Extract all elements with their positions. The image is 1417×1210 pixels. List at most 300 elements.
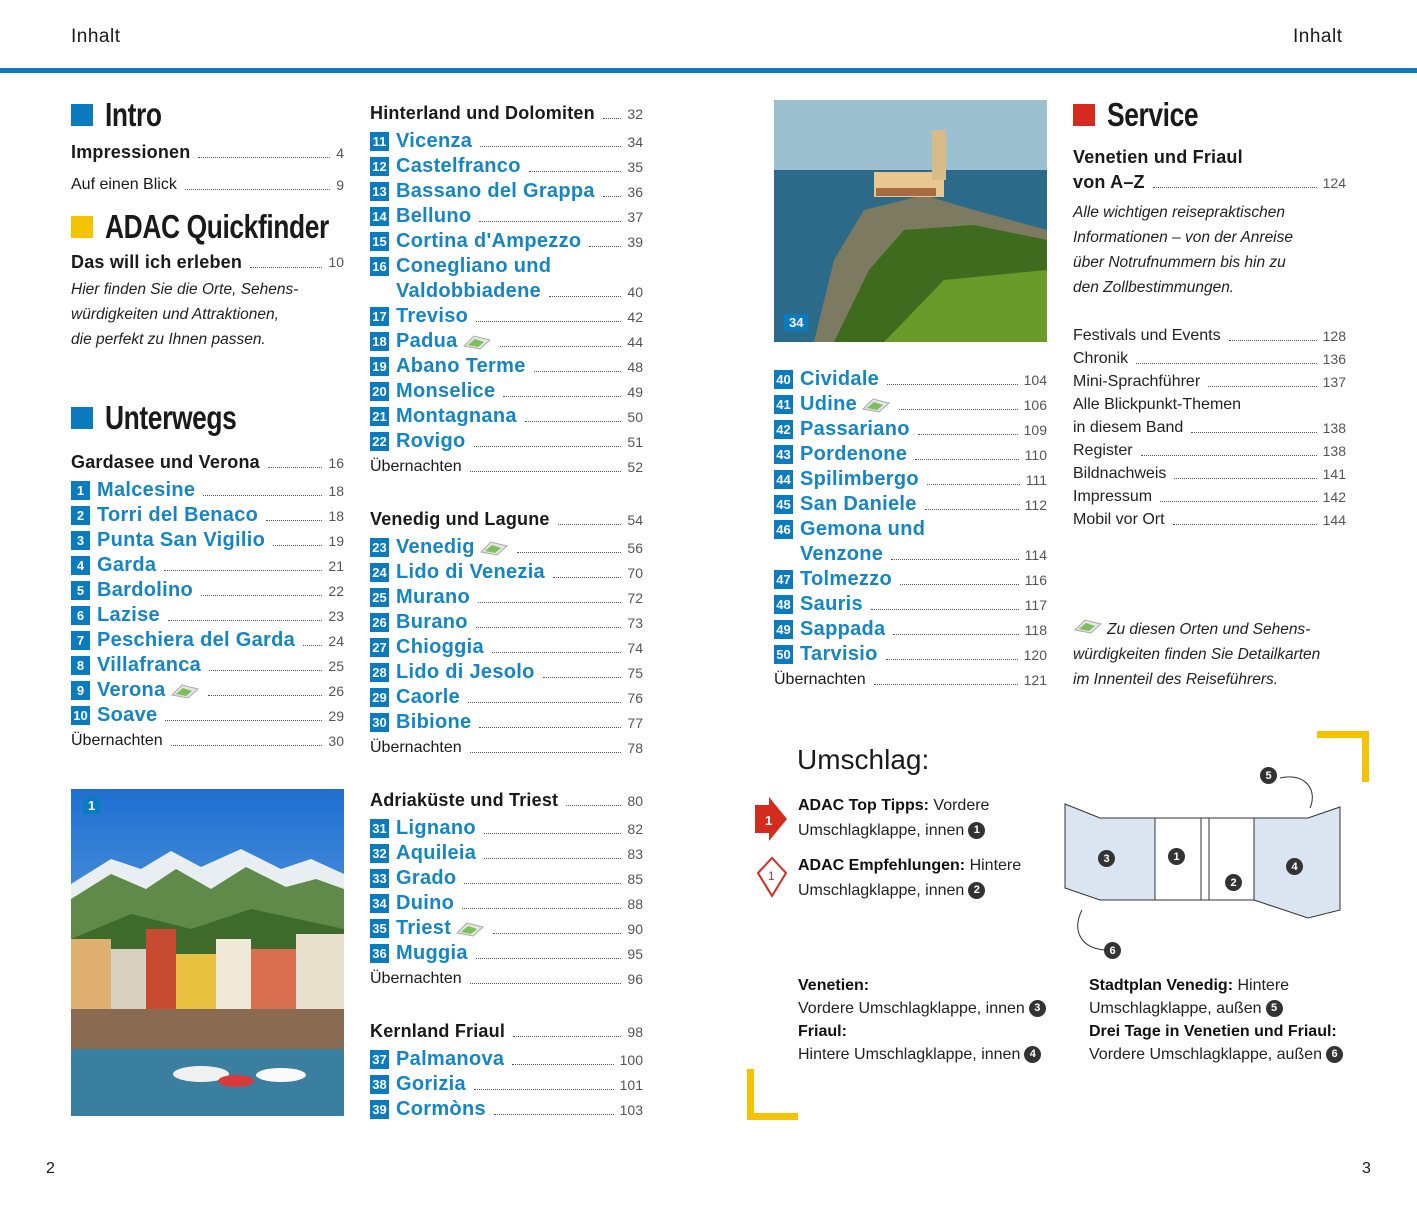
dot-leader <box>208 695 323 696</box>
toc-block <box>370 1016 643 1122</box>
page-number-left: 2 <box>46 1160 55 1177</box>
entry-number-badge: 38 <box>370 1075 389 1094</box>
entry-page: 10 <box>328 254 344 270</box>
dot-leader <box>201 595 322 596</box>
toc-entry[interactable] <box>370 841 643 866</box>
toc-entry[interactable] <box>370 404 643 429</box>
entry-page: 142 <box>1322 488 1346 505</box>
entry-page: 72 <box>627 589 643 606</box>
intro-heading <box>71 95 344 135</box>
cover-extra-text: Stadtplan Venedig: Hintere Umschlagklappe, außen 5 Drei Tage in Venetien und Friaul: Vordere Umschlagklappe, außen 6 <box>1089 974 1343 1066</box>
toc-block <box>1073 324 1346 531</box>
toc-entry[interactable] <box>71 653 344 678</box>
detail-map-icon <box>479 540 509 556</box>
toc-entry[interactable] <box>71 166 344 203</box>
dot-leader <box>513 1036 621 1037</box>
dot-leader <box>1229 340 1317 341</box>
service-entry[interactable] <box>1073 324 1346 347</box>
svg-text:1: 1 <box>765 813 773 828</box>
section-square-icon <box>71 104 93 126</box>
overnight-entry[interactable] <box>71 728 344 753</box>
entry-page: 24 <box>328 632 344 649</box>
entry-page: 144 <box>1322 511 1346 528</box>
toc-entry[interactable] <box>370 941 643 966</box>
toc-entry[interactable] <box>370 129 643 154</box>
toc-entry[interactable] <box>774 417 1047 442</box>
entry-title: Cormòns <box>396 1098 486 1120</box>
section-title: Unterwegs <box>105 399 237 436</box>
toc-entry[interactable] <box>71 678 344 703</box>
entry-title: Triest <box>396 917 452 939</box>
dot-leader <box>484 833 622 834</box>
entry-number-badge: 19 <box>370 357 389 376</box>
entry-page: 52 <box>627 458 643 475</box>
toc-entry[interactable] <box>370 660 643 685</box>
entry-page: 95 <box>627 945 643 962</box>
toc-entry[interactable] <box>370 304 643 329</box>
service-description-line: über Notrufnummern bis hin zu <box>1073 254 1286 271</box>
entry-number-badge: 33 <box>370 869 389 888</box>
top-tipp-arrow-icon <box>753 797 789 841</box>
map-note-line: würdigkeiten finden Sie Detailkarten <box>1073 646 1321 664</box>
entry-title: Aquileia <box>396 842 477 864</box>
toc-entry[interactable] <box>71 139 344 166</box>
entry-number-badge: 4 <box>71 556 90 575</box>
ref-badge: 2 <box>968 882 985 899</box>
dot-leader <box>566 805 621 806</box>
toc-block <box>1073 145 1346 300</box>
service-description-line: den Zollbestimmungen. <box>1073 279 1235 296</box>
entry-title: Soave <box>97 704 158 726</box>
toc-entry[interactable] <box>370 354 643 379</box>
quickfinder-description-line: die perfekt zu Ihnen passen. <box>71 331 266 348</box>
toc-entry[interactable] <box>370 585 643 610</box>
entry-page: 51 <box>627 433 643 450</box>
entry-page: 138 <box>1322 419 1346 436</box>
entry-page: 39 <box>627 233 643 250</box>
entry-title: Übernachten <box>370 457 462 475</box>
entry-title: Pordenone <box>800 443 908 465</box>
entry-title: Abano Terme <box>396 355 526 377</box>
photo-badge: 34 <box>784 314 808 331</box>
dot-leader <box>185 189 330 190</box>
toc-entry-continued[interactable] <box>1073 416 1346 439</box>
dot-leader <box>464 883 621 884</box>
entry-title: Montagnana <box>396 405 517 427</box>
entry-title: Übernachten <box>370 969 462 987</box>
quickfinder-heading <box>71 207 344 247</box>
entry-page: 75 <box>627 664 643 681</box>
toc-entry[interactable] <box>370 254 643 279</box>
toc-block <box>71 95 344 352</box>
dot-leader <box>209 670 322 671</box>
entry-title: Tarvisio <box>800 643 878 665</box>
dot-leader <box>1174 478 1316 479</box>
toc-entry-continued[interactable] <box>774 542 1047 567</box>
toc-block <box>370 98 643 479</box>
diagram-label: 1 <box>1168 848 1185 865</box>
entry-title: Duino <box>396 892 455 914</box>
dot-leader <box>494 1114 614 1115</box>
entry-title: Torri del Benaco <box>97 504 259 526</box>
entry-number-badge: 24 <box>370 563 389 582</box>
toc-entry[interactable] <box>71 703 344 728</box>
region-heading[interactable] <box>370 504 643 535</box>
unterwegs-heading <box>71 398 344 438</box>
entry-page: 78 <box>627 739 643 756</box>
dot-leader <box>918 434 1018 435</box>
entry-page: 40 <box>627 283 643 300</box>
toc-entry[interactable] <box>774 617 1047 642</box>
toc-entry[interactable] <box>370 229 643 254</box>
dot-leader <box>1160 501 1317 502</box>
entry-number-badge: 35 <box>370 919 389 938</box>
toc-entry[interactable] <box>774 567 1047 592</box>
entry-title: Treviso <box>396 305 469 327</box>
toc-entry[interactable] <box>774 367 1047 392</box>
detail-map-icon <box>861 397 891 413</box>
entry-page: 25 <box>328 657 344 674</box>
entry-title: Peschiera del Garda <box>97 629 296 651</box>
dot-leader <box>480 146 621 147</box>
entry-title: Tolmezzo <box>800 568 893 590</box>
toc-entry[interactable] <box>370 379 643 404</box>
entry-number-badge: 10 <box>71 706 90 725</box>
quickfinder-description <box>71 277 344 352</box>
service-heading <box>1073 95 1346 135</box>
entry-number-badge: 50 <box>774 645 793 664</box>
overnight-entry[interactable] <box>370 966 643 991</box>
overnight-entry[interactable] <box>370 735 643 760</box>
entry-title: Udine <box>800 393 858 415</box>
entry-number-badge: 42 <box>774 420 793 439</box>
toc-entry[interactable] <box>370 685 643 710</box>
dot-leader <box>1208 386 1316 387</box>
toc-block <box>71 398 344 438</box>
entry-number-badge: 18 <box>370 332 389 351</box>
entry-page: 73 <box>627 614 643 631</box>
entry-number-badge: 32 <box>370 844 389 863</box>
entry-title: Garda <box>97 554 157 576</box>
dot-leader <box>543 677 622 678</box>
entry-page: 21 <box>328 557 344 574</box>
entry-number-badge: 40 <box>774 370 793 389</box>
dot-leader <box>168 620 322 621</box>
entry-number-badge: 3 <box>71 531 90 550</box>
dot-leader <box>470 983 622 984</box>
entry-page: 9 <box>336 176 344 193</box>
dot-leader <box>525 421 622 422</box>
section-square-icon <box>1073 104 1095 126</box>
entry-title: Bassano del Grappa <box>396 180 595 202</box>
entry-title: Castelfranco <box>396 155 521 177</box>
dot-leader <box>900 584 1019 585</box>
entry-page: 83 <box>627 845 643 862</box>
dot-leader <box>1136 363 1317 364</box>
region-heading[interactable] <box>370 98 643 129</box>
dot-leader <box>492 652 621 653</box>
entry-number-badge: 46 <box>774 520 793 539</box>
diagram-label: 5 <box>1260 767 1277 784</box>
entry-title: Das will ich erleben <box>71 251 243 272</box>
entry-title: Punta San Vigilio <box>97 529 266 551</box>
service-entry[interactable] <box>1073 462 1346 485</box>
toc-entry[interactable] <box>774 517 1047 542</box>
entry-number-badge: 14 <box>370 207 389 226</box>
dot-leader <box>470 471 622 472</box>
entry-title: Lido di Venezia <box>396 561 545 583</box>
entry-title: Bardolino <box>97 579 194 601</box>
overnight-entry[interactable] <box>774 667 1047 692</box>
entry-page: 114 <box>1024 546 1047 563</box>
toc-entry[interactable] <box>370 816 643 841</box>
detail-map-icon <box>1073 617 1103 642</box>
detail-map-icon <box>455 921 485 937</box>
entry-number-badge: 21 <box>370 407 389 426</box>
entry-page: 110 <box>1024 446 1047 463</box>
entry-number-badge: 44 <box>774 470 793 489</box>
toc-entry[interactable] <box>71 578 344 603</box>
entry-number-badge: 45 <box>774 495 793 514</box>
dot-leader <box>250 267 322 268</box>
overnight-entry[interactable] <box>370 454 643 479</box>
dot-leader <box>476 321 621 322</box>
diagram-label: 6 <box>1104 942 1121 959</box>
entry-title: Malcesine <box>97 479 196 501</box>
dot-leader <box>603 118 622 119</box>
toc-entry-continued[interactable] <box>370 279 643 304</box>
dot-leader <box>558 524 622 525</box>
toc-entry[interactable] <box>774 467 1047 492</box>
entry-page: 4 <box>336 144 344 161</box>
service-main-entry[interactable] <box>1073 170 1346 195</box>
toc-entry[interactable] <box>370 329 643 354</box>
entry-number-badge: 9 <box>71 681 90 700</box>
toc-block <box>1073 95 1346 135</box>
entry-title: Übernachten <box>774 670 866 688</box>
toc-entry[interactable] <box>774 642 1047 667</box>
entry-title: Venetien und Friaul <box>1073 147 1243 167</box>
entry-title: Chronik <box>1073 349 1129 367</box>
entry-title: Venedig und Lagune <box>370 509 550 529</box>
entry-page: 116 <box>1024 571 1047 588</box>
entry-page: 19 <box>328 532 344 549</box>
entry-title: Lignano <box>396 817 476 839</box>
dot-leader <box>164 570 322 571</box>
toc-entry[interactable] <box>774 442 1047 467</box>
toc-entry[interactable] <box>71 603 344 628</box>
service-entry[interactable] <box>1073 485 1346 508</box>
entry-page: 104 <box>1023 371 1047 388</box>
dot-leader <box>1153 187 1317 188</box>
entry-number-badge: 48 <box>774 595 793 614</box>
entry-page: 37 <box>627 208 643 225</box>
dot-leader <box>171 745 323 746</box>
toc-entry[interactable] <box>774 492 1047 517</box>
toc-entry[interactable] <box>370 1072 643 1097</box>
entry-title: Sauris <box>800 593 863 615</box>
entry-page: 120 <box>1023 646 1047 663</box>
service-entry[interactable] <box>1073 439 1346 462</box>
header-rule <box>0 68 1417 73</box>
empfehlungen-text: ADAC Empfehlungen: Hintere Umschlagklappe, innen 2 <box>798 857 1022 899</box>
entry-title: Lazise <box>97 604 160 626</box>
toc-entry[interactable] <box>370 154 643 179</box>
service-entry[interactable] <box>1073 370 1346 393</box>
toc-entry[interactable] <box>370 535 643 560</box>
entry-page: 26 <box>328 682 344 699</box>
detail-map-icon <box>170 683 200 699</box>
toc-entry[interactable] <box>370 560 643 585</box>
running-head-left: Inhalt <box>71 26 121 47</box>
quickfinder-description-line: Hier finden Sie die Orte, Sehens- <box>71 281 299 298</box>
entry-title: Valdobbiadene <box>396 280 542 302</box>
toc-entry[interactable] <box>1073 393 1346 416</box>
section-title: Service <box>1107 96 1199 133</box>
entry-page: 121 <box>1023 671 1047 688</box>
service-description-line: Alle wichtigen reisepraktischen <box>1073 204 1285 221</box>
entry-number-badge: 13 <box>370 182 389 201</box>
entry-number-badge: 2 <box>71 506 90 525</box>
entry-page: 85 <box>627 870 643 887</box>
entry-page: 141 <box>1322 465 1346 482</box>
photo-duino-castle <box>774 100 1047 342</box>
entry-page: 56 <box>627 539 643 556</box>
toc-entry[interactable] <box>370 866 643 891</box>
entry-number-badge: 22 <box>370 432 389 451</box>
region-heading[interactable] <box>370 785 643 816</box>
entry-page: 90 <box>627 920 643 937</box>
entry-page: 22 <box>328 582 344 599</box>
entry-title: Grado <box>396 867 457 889</box>
entry-title: Palmanova <box>396 1048 505 1070</box>
map-note <box>1073 617 1363 692</box>
dot-leader <box>165 720 322 721</box>
entry-page: 96 <box>627 970 643 987</box>
toc-entry[interactable] <box>71 528 344 553</box>
entry-page: 101 <box>619 1076 643 1093</box>
dot-leader <box>303 645 322 646</box>
service-entry[interactable] <box>1073 508 1346 531</box>
dot-leader <box>273 545 322 546</box>
entry-number-badge: 5 <box>71 581 90 600</box>
dot-leader <box>893 634 1018 635</box>
entry-title: Venedig <box>396 536 475 558</box>
entry-page: 124 <box>1322 174 1346 191</box>
entry-title: Padua <box>396 330 458 352</box>
entry-page: 44 <box>627 333 643 350</box>
dot-leader <box>462 908 621 909</box>
dot-leader <box>603 196 622 197</box>
toc-entry[interactable] <box>370 204 643 229</box>
toc-entry[interactable] <box>370 710 643 735</box>
toc-entry[interactable] <box>370 916 643 941</box>
entry-title: Verona <box>97 679 166 701</box>
entry-title: Mobil vor Ort <box>1073 510 1165 528</box>
entry-title: Villafranca <box>97 654 202 676</box>
toc-entry[interactable] <box>370 179 643 204</box>
entry-title: Burano <box>396 611 468 633</box>
toc-entry[interactable] <box>370 610 643 635</box>
entry-title: Impressum <box>1073 487 1153 505</box>
entry-page: 48 <box>627 358 643 375</box>
entry-title: Gorizia <box>396 1073 466 1095</box>
toc-entry[interactable] <box>370 635 643 660</box>
entry-page: 128 <box>1322 327 1346 344</box>
dot-leader <box>553 577 621 578</box>
entry-page: 18 <box>328 482 344 499</box>
entry-page: 18 <box>328 507 344 524</box>
toc-block <box>370 504 643 760</box>
entry-number-badge: 6 <box>71 606 90 625</box>
entry-title: Gardasee und Verona <box>71 452 260 472</box>
entry-page: 77 <box>627 714 643 731</box>
entry-title: Übernachten <box>71 731 163 749</box>
toc-entry[interactable] <box>370 891 643 916</box>
region-heading[interactable] <box>71 447 344 478</box>
toc-entry[interactable] <box>774 592 1047 617</box>
entry-title: Monselice <box>396 380 496 402</box>
toc-entry[interactable] <box>71 247 344 277</box>
dot-leader <box>927 484 1020 485</box>
page-number-right: 3 <box>1362 1160 1371 1177</box>
dot-leader <box>874 684 1018 685</box>
service-entry[interactable] <box>1073 347 1346 370</box>
toc-entry[interactable] <box>370 1097 643 1122</box>
diagram-label: 4 <box>1286 858 1303 875</box>
entry-number-badge: 1 <box>71 481 90 500</box>
entry-title: von A–Z <box>1073 172 1145 192</box>
entry-page: 16 <box>328 454 344 471</box>
toc-entry[interactable] <box>370 429 643 454</box>
toc-entry[interactable] <box>370 1047 643 1072</box>
diagram-label: 3 <box>1098 850 1115 867</box>
service-description-line: Informationen – von der Anreise <box>1073 229 1293 246</box>
region-heading[interactable] <box>370 1016 643 1047</box>
dot-leader <box>476 627 622 628</box>
dot-leader <box>484 858 621 859</box>
toc-entry[interactable] <box>71 478 344 503</box>
entry-page: 117 <box>1024 596 1047 613</box>
entry-number-badge: 37 <box>370 1050 389 1069</box>
entry-title: Cortina d'Ampezzo <box>396 230 582 252</box>
toc-entry[interactable] <box>71 628 344 653</box>
toc-entry[interactable] <box>71 553 344 578</box>
dot-leader <box>474 446 622 447</box>
entry-number-badge: 34 <box>370 894 389 913</box>
toc-entry[interactable] <box>774 392 1047 417</box>
entry-title: Bildnachweis <box>1073 464 1167 482</box>
entry-number-badge: 17 <box>370 307 389 326</box>
entry-number-badge: 29 <box>370 688 389 707</box>
entry-number-badge: 25 <box>370 588 389 607</box>
entry-title: Chioggia <box>396 636 484 658</box>
dot-leader <box>871 609 1019 610</box>
entry-number-badge: 31 <box>370 819 389 838</box>
entry-title: in diesem Band <box>1073 418 1184 436</box>
service-main-title <box>1073 145 1346 170</box>
dot-leader <box>1173 524 1317 525</box>
toc-entry[interactable] <box>71 503 344 528</box>
detail-map-icon <box>462 334 492 350</box>
entry-page: 42 <box>627 308 643 325</box>
dot-leader <box>493 933 621 934</box>
entry-title: Übernachten <box>370 738 462 756</box>
entry-title: Hinterland und Dolomiten <box>370 103 595 123</box>
entry-number-badge: 41 <box>774 395 793 414</box>
entry-page: 49 <box>627 383 643 400</box>
entry-page: 106 <box>1023 396 1047 413</box>
